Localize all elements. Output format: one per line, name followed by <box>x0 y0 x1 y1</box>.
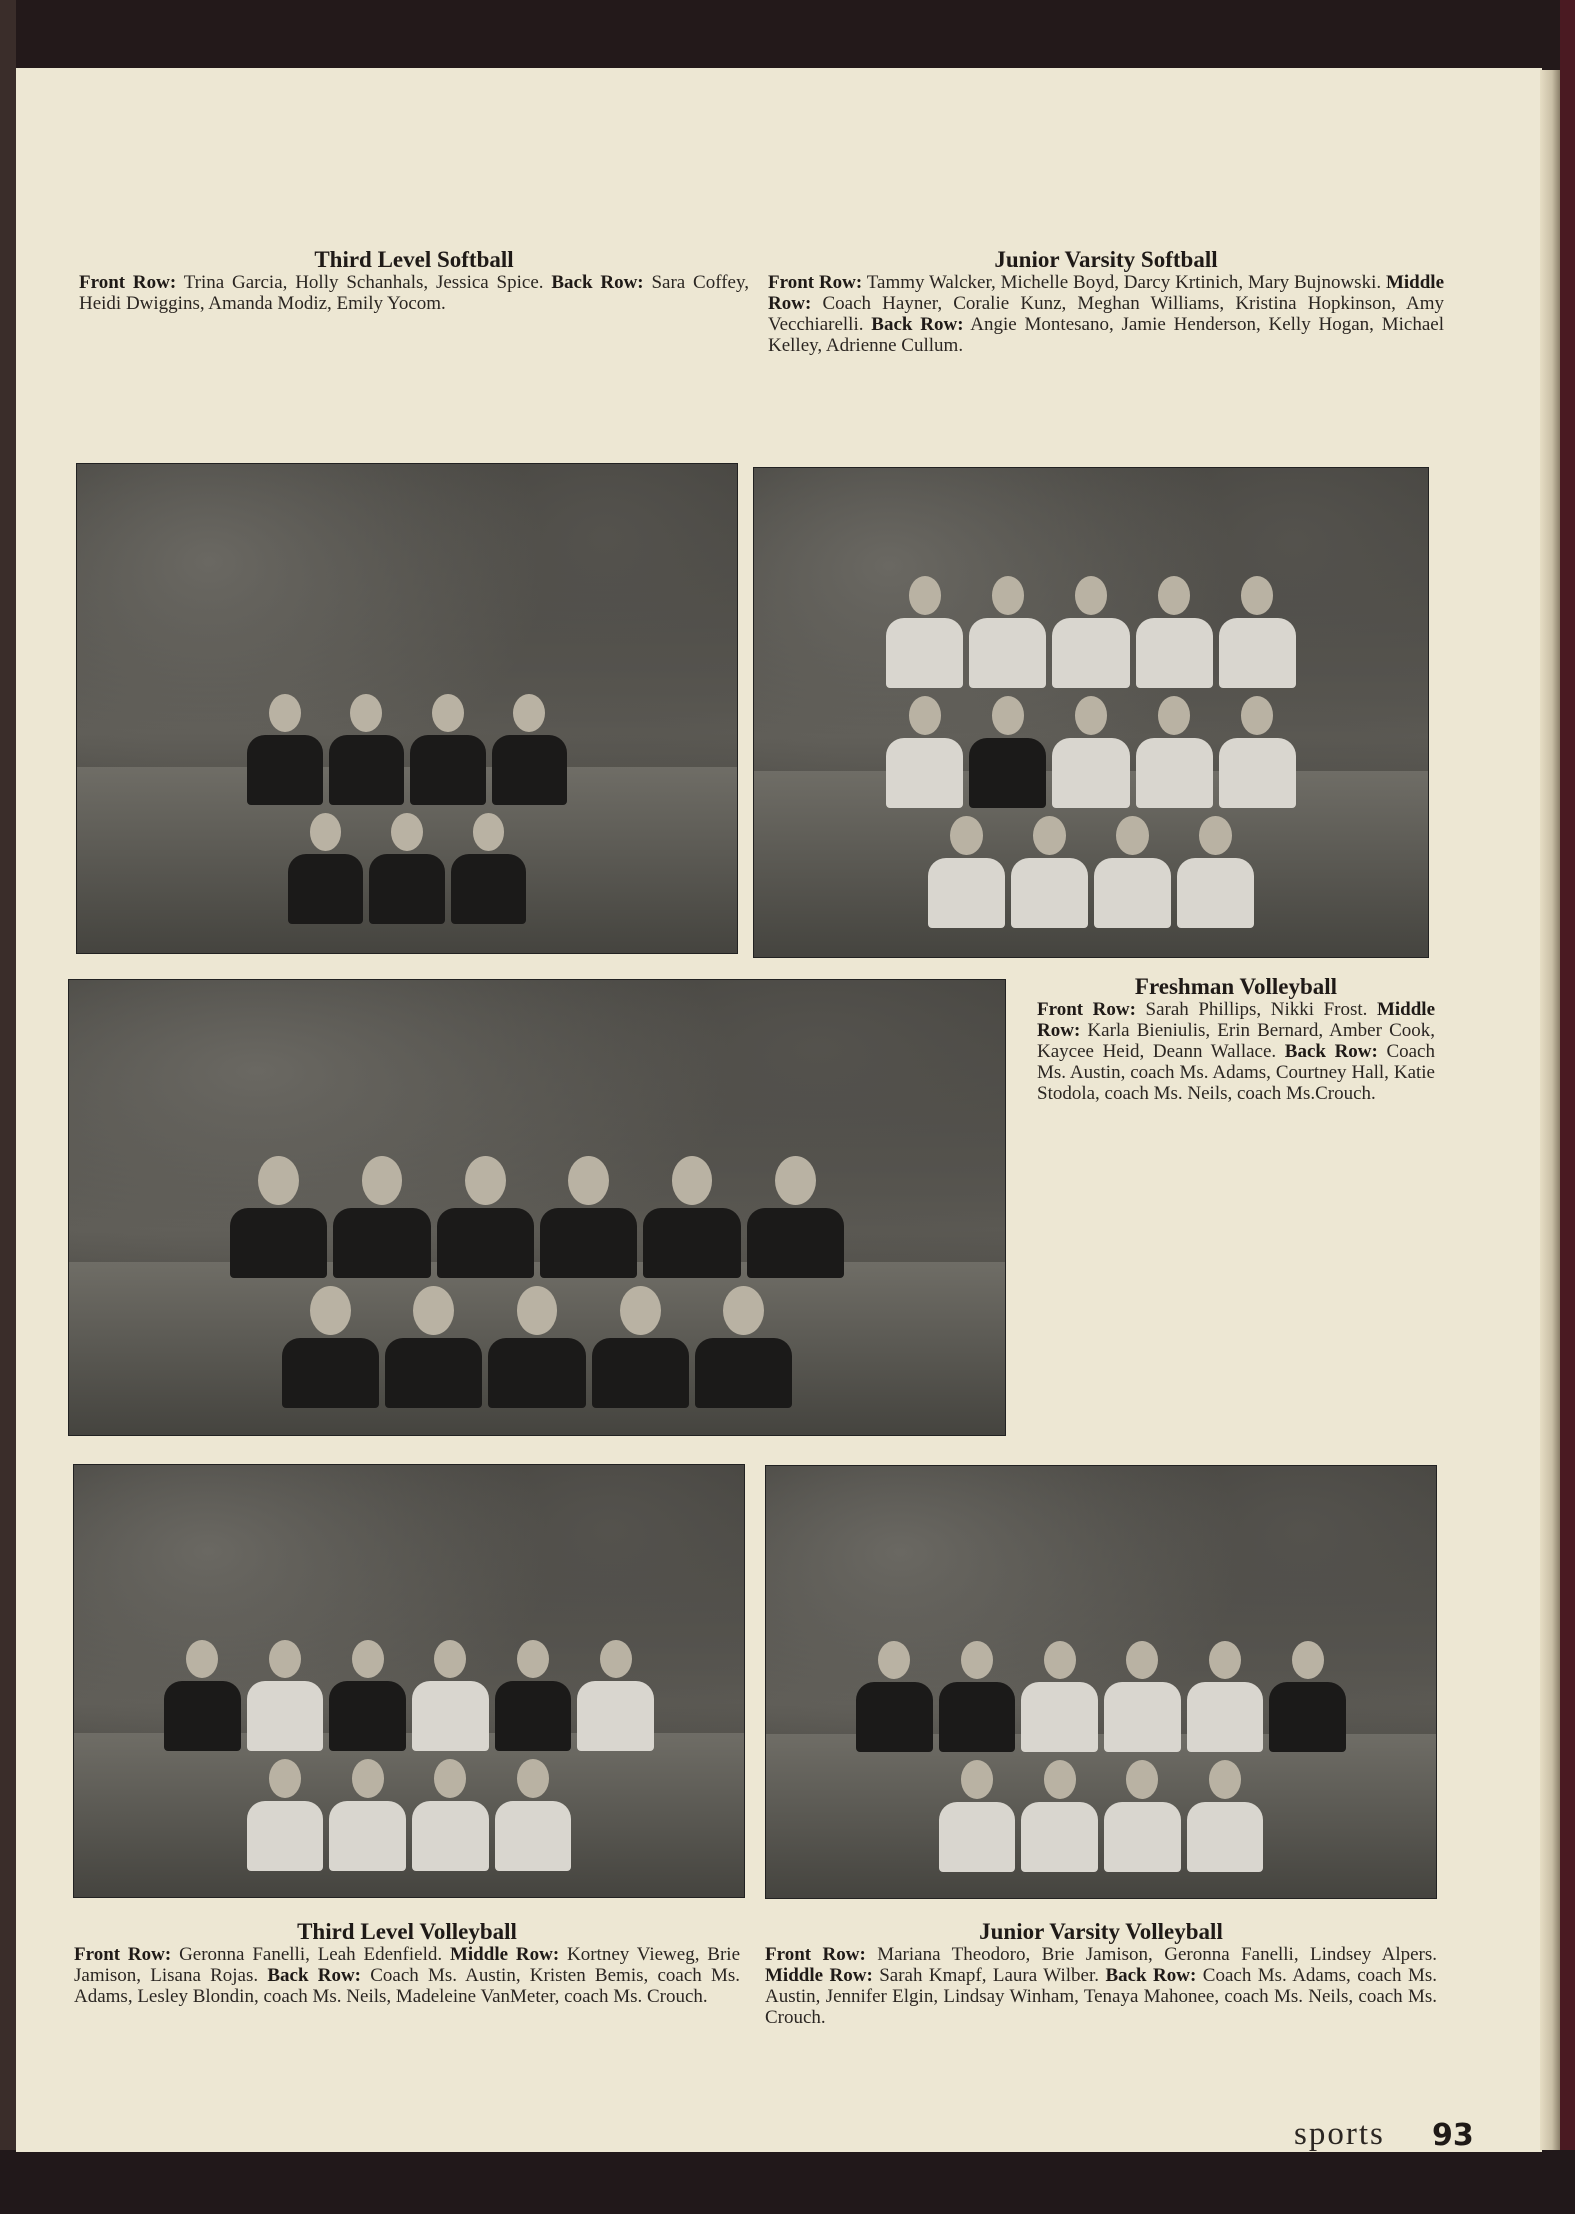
photo-jv-volleyball <box>765 1465 1437 1899</box>
player-figure <box>410 694 486 805</box>
row-label: Middle Row: <box>1037 999 1436 1041</box>
player-figure <box>1136 576 1213 688</box>
row-names: Kortney Vieweg, Brie Jamison, Lisana Rojas. <box>74 1944 741 1986</box>
player-figure <box>1021 1760 1098 1872</box>
scan-border-right <box>1560 0 1575 2214</box>
caption-jv-volleyball <box>765 1921 1437 2028</box>
caption-title: Freshman Volleyball <box>1134 974 1338 999</box>
player-figure <box>1052 576 1129 688</box>
player-figure <box>412 1640 489 1752</box>
player-figure <box>451 813 527 924</box>
row-label: Front Row: <box>79 272 177 293</box>
row-names: Trina Garcia, Holly Schanhals, Jessica Spice. <box>176 272 552 293</box>
row-names: Coach Hayner, Coralie Kunz, Meghan Williams, Kristina Hopkinson, Amy Vecchiarelli. <box>768 293 1444 335</box>
player-figure <box>592 1286 689 1408</box>
player-figure <box>695 1286 792 1408</box>
caption-freshman-volleyball <box>1037 976 1435 1104</box>
row-label: Middle Row: <box>449 1944 560 1965</box>
yearbook-page <box>16 68 1542 2152</box>
player-figure <box>856 1641 933 1753</box>
team-figures <box>117 532 698 923</box>
player-figure <box>969 696 1046 808</box>
photo-third-level-softball <box>76 463 738 954</box>
row-names: Karla Bieniulis, Erin Bernard, Amber Cook, Kaycee Heid, Deann Wallace. <box>1037 1020 1435 1062</box>
player-figure <box>747 1156 844 1278</box>
player-figure <box>164 1640 241 1752</box>
player-figure <box>1021 1641 1098 1753</box>
player-figure <box>437 1156 534 1278</box>
row-label: Back Row: <box>551 272 644 293</box>
row-label: Front Row: <box>768 272 863 293</box>
section-name: sports <box>1294 2116 1385 2152</box>
team-figures <box>114 1525 704 1871</box>
player-figure <box>886 696 963 808</box>
player-figure <box>385 1286 482 1408</box>
player-figure <box>886 576 963 688</box>
player-figure <box>247 1640 324 1752</box>
row-label: Back Row: <box>267 1965 361 1986</box>
player-figure <box>333 1156 430 1278</box>
caption-jv-softball <box>768 249 1444 356</box>
row-names: Sara Coffey, Heidi Dwiggins, Amanda Modiz, Emily Yocom. <box>79 272 749 314</box>
row-names: Sarah Phillips, Nikki Frost. <box>1135 999 1377 1020</box>
player-figure <box>488 1286 585 1408</box>
player-figure <box>1052 696 1129 808</box>
player-figure <box>939 1641 1016 1753</box>
scan-border-left <box>0 0 16 2214</box>
player-figure <box>1011 816 1088 928</box>
photo-freshman-volleyball <box>68 979 1006 1436</box>
player-figure <box>540 1156 637 1278</box>
player-figure <box>1187 1760 1264 1872</box>
player-figure <box>1104 1760 1181 1872</box>
player-figure <box>1094 816 1171 928</box>
row-names: Tammy Walcker, Michelle Boyd, Darcy Krtinich, Mary Bujnowski. <box>862 272 1386 293</box>
player-figure <box>329 1640 406 1752</box>
row-label: Back Row: <box>871 314 964 335</box>
player-figure <box>928 816 1005 928</box>
scan-border-top <box>0 0 1575 70</box>
player-figure <box>329 694 405 805</box>
team-figures <box>806 1526 1396 1872</box>
row-names: Geronna Fanelli, Leah Edenfield. <box>171 1944 450 1965</box>
page-number: 93 <box>1432 2118 1474 2153</box>
player-figure <box>247 694 323 805</box>
player-figure <box>1219 576 1296 688</box>
player-figure <box>369 813 445 924</box>
player-figure <box>1187 1641 1264 1753</box>
row-names: Angie Montesano, Jamie Henderson, Kelly Hogan, Michael Kelley, Adrienne Cullum. <box>768 314 1444 356</box>
player-figure <box>412 1759 489 1871</box>
caption-third-level-volleyball <box>74 1921 740 2007</box>
row-names: Coach Ms. Austin, coach Ms. Adams, Courtney Hall, Katie Stodola, coach Ms. Neils, coach Ms.Crouch. <box>1037 1041 1435 1104</box>
row-names: Sarah Kmapf, Laura Wilber. <box>872 1965 1106 1986</box>
row-label: Middle Row: <box>765 1965 873 1986</box>
player-figure <box>1104 1641 1181 1753</box>
photo-jv-softball <box>753 467 1429 958</box>
player-figure <box>288 813 364 924</box>
player-figure <box>247 1759 324 1871</box>
player-figure <box>230 1156 327 1278</box>
photo-third-level-volleyball <box>73 1464 745 1898</box>
player-figure <box>492 694 568 805</box>
row-label: Front Row: <box>74 1944 172 1965</box>
scan-border-bottom <box>0 2150 1575 2214</box>
player-figure <box>495 1640 572 1752</box>
team-figures <box>163 1044 912 1408</box>
player-figure <box>577 1640 654 1752</box>
row-label: Middle Row: <box>768 272 1445 314</box>
row-label: Back Row: <box>1105 1965 1197 1986</box>
caption-title: Third Level Volleyball <box>297 1919 517 1944</box>
row-names: Mariana Theodoro, Brie Jamison, Geronna Fanelli, Lindsey Alpers. <box>865 1944 1438 1965</box>
team-figures <box>794 497 1387 927</box>
caption-title: Junior Varsity Volleyball <box>979 1919 1223 1944</box>
caption-title: Junior Varsity Softball <box>994 247 1218 272</box>
player-figure <box>969 576 1046 688</box>
player-figure <box>495 1759 572 1871</box>
player-figure <box>282 1286 379 1408</box>
page-edge <box>1540 70 1560 2150</box>
player-figure <box>643 1156 740 1278</box>
player-figure <box>1269 1641 1346 1753</box>
row-label: Front Row: <box>1037 999 1136 1020</box>
player-figure <box>1177 816 1254 928</box>
player-figure <box>939 1760 1016 1872</box>
row-names: Coach Ms. Adams, coach Ms. Austin, Jennifer Elgin, Lindsay Winham, Tenaya Mahonee, coach Ms. Neils, coach Ms. Crouch. <box>765 1965 1437 2028</box>
player-figure <box>1219 696 1296 808</box>
player-figure <box>329 1759 406 1871</box>
row-label: Front Row: <box>765 1944 866 1965</box>
player-figure <box>1136 696 1213 808</box>
row-names: Coach Ms. Austin, Kristen Bemis, coach Ms. Adams, Lesley Blondin, coach Ms. Neils, Madeleine VanMeter, coach Ms. Crouch. <box>74 1965 741 2007</box>
caption-title: Third Level Softball <box>314 247 514 272</box>
row-label: Back Row: <box>1284 1041 1378 1062</box>
caption-third-level-softball <box>79 249 749 314</box>
